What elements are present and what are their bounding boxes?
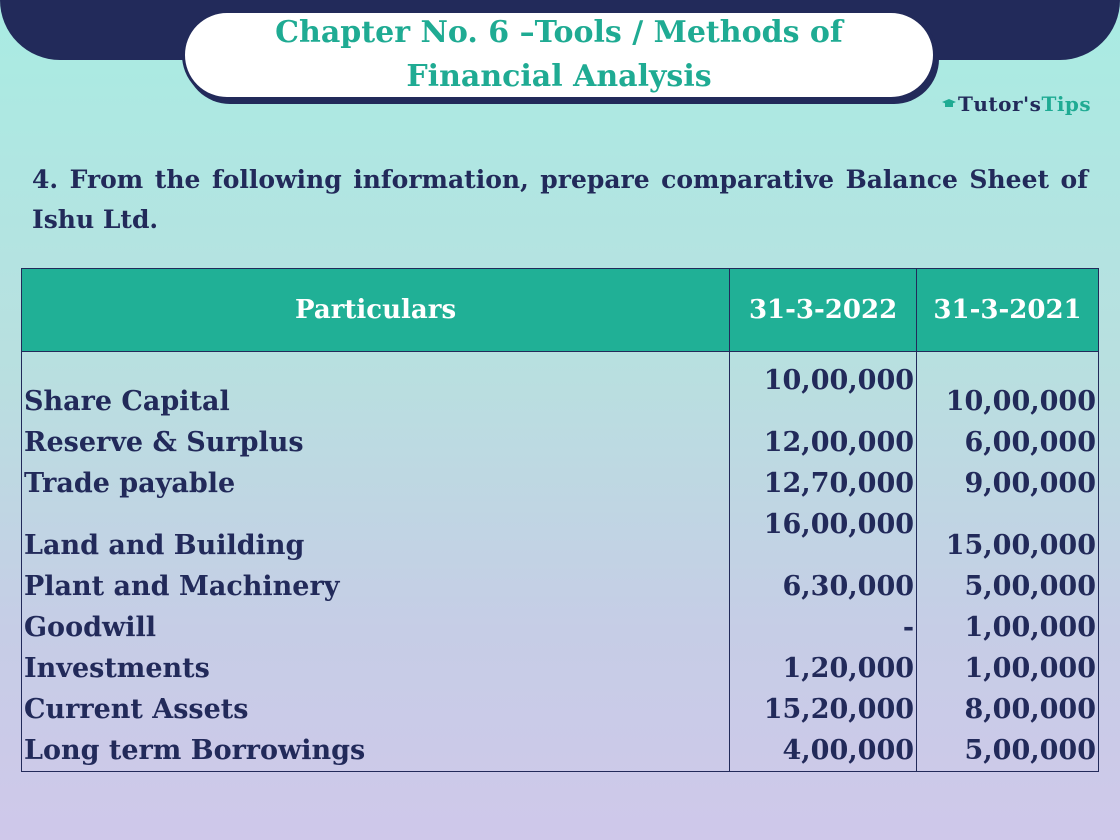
logo-initial-t2: T bbox=[1041, 92, 1057, 116]
value-2022-cell: - bbox=[730, 607, 917, 648]
value-2022-cell: 1,20,000 bbox=[730, 648, 917, 689]
logo-text-part2: ips bbox=[1056, 92, 1092, 116]
chapter-title-banner bbox=[182, 10, 936, 100]
particular-cell: Share Capital bbox=[22, 352, 730, 423]
particular-cell: Reserve & Surplus bbox=[22, 422, 730, 463]
table-header-row bbox=[22, 269, 1099, 352]
header-particulars: Particulars bbox=[22, 269, 730, 352]
table-row bbox=[22, 352, 1099, 423]
value-2022-cell: 4,00,000 bbox=[730, 730, 917, 772]
question-text: 4. From the following information, prepare comparative Balance Sheet of Ishu Ltd. bbox=[32, 165, 1088, 234]
particular-cell: Land and Building bbox=[22, 504, 730, 566]
value-2021-cell: 5,00,000 bbox=[917, 566, 1099, 607]
value-2022-cell: 15,20,000 bbox=[730, 689, 917, 730]
table-row bbox=[22, 504, 1099, 566]
logo-text-part1: utor's bbox=[973, 92, 1042, 116]
tutors-tips-logo bbox=[942, 88, 1091, 120]
value-2022-cell: 6,30,000 bbox=[730, 566, 917, 607]
particular-cell: Investments bbox=[22, 648, 730, 689]
value-2022-cell: 16,00,000 bbox=[730, 504, 917, 566]
table-row bbox=[22, 689, 1099, 730]
table-row bbox=[22, 422, 1099, 463]
table-row bbox=[22, 463, 1099, 504]
chapter-title: Chapter No. 6 –Tools / Methods of Financial Analysis bbox=[275, 15, 843, 94]
graduation-cap-icon bbox=[942, 99, 956, 109]
table-row bbox=[22, 607, 1099, 648]
value-2021-cell: 1,00,000 bbox=[917, 607, 1099, 648]
logo-initial-t: T bbox=[958, 92, 974, 116]
particular-cell: Goodwill bbox=[22, 607, 730, 648]
table-row bbox=[22, 566, 1099, 607]
value-2021-cell: 9,00,000 bbox=[917, 463, 1099, 504]
table-row bbox=[22, 648, 1099, 689]
value-2021-cell: 6,00,000 bbox=[917, 422, 1099, 463]
particular-cell: Trade payable bbox=[22, 463, 730, 504]
balance-sheet-table bbox=[21, 268, 1099, 772]
value-2022-cell: 12,00,000 bbox=[730, 422, 917, 463]
value-2021-cell: 15,00,000 bbox=[917, 504, 1099, 566]
particular-cell: Long term Borrowings bbox=[22, 730, 730, 772]
value-2022-cell: 12,70,000 bbox=[730, 463, 917, 504]
value-2022-cell: 10,00,000 bbox=[730, 352, 917, 423]
header-2021: 31-3-2021 bbox=[917, 269, 1099, 352]
particular-cell: Plant and Machinery bbox=[22, 566, 730, 607]
value-2021-cell: 10,00,000 bbox=[917, 352, 1099, 423]
header-2022: 31-3-2022 bbox=[730, 269, 917, 352]
value-2021-cell: 8,00,000 bbox=[917, 689, 1099, 730]
value-2021-cell: 1,00,000 bbox=[917, 648, 1099, 689]
particular-cell: Current Assets bbox=[22, 689, 730, 730]
table-row bbox=[22, 730, 1099, 772]
value-2021-cell: 5,00,000 bbox=[917, 730, 1099, 772]
